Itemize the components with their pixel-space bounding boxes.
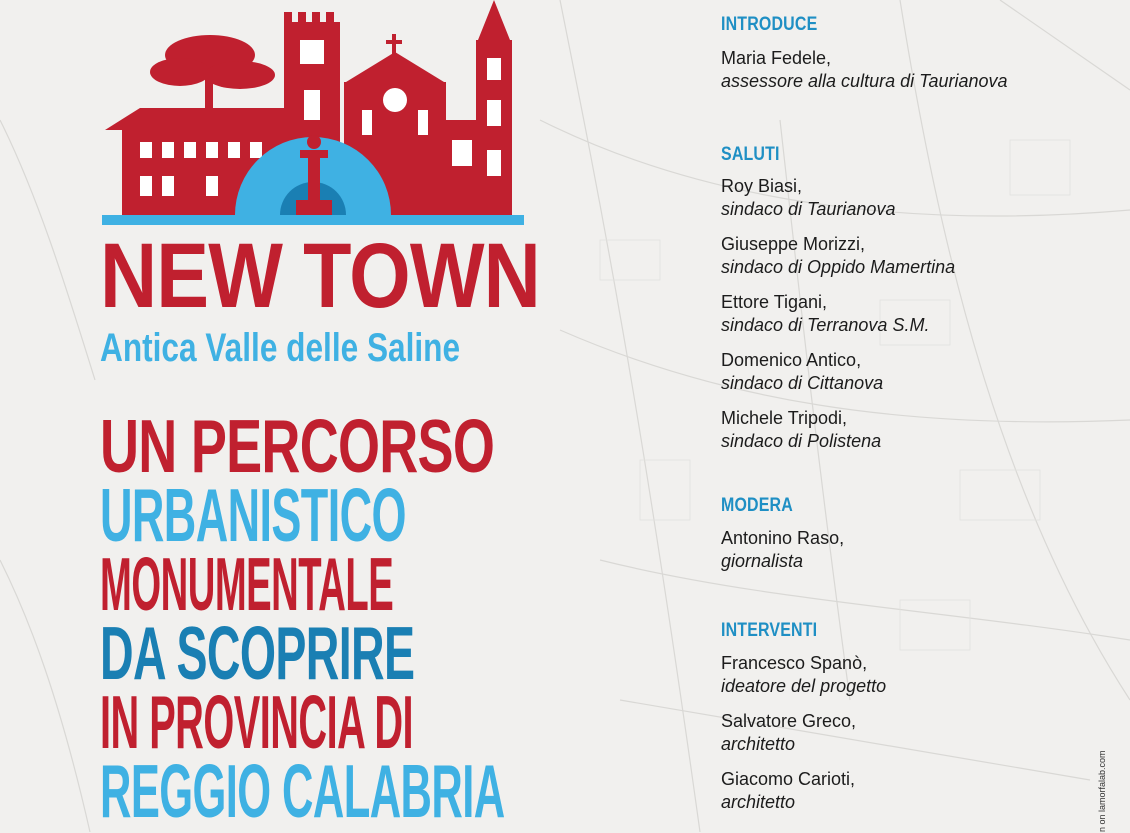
section-heading-saluti: SALUTI bbox=[721, 144, 780, 165]
speaker-entry bbox=[721, 175, 1081, 221]
headline bbox=[100, 404, 526, 833]
speaker-role: ideatore del progetto bbox=[721, 676, 887, 696]
speaker-name: Giacomo Carioti, bbox=[721, 769, 856, 789]
speaker-name: Francesco Spanò, bbox=[721, 653, 868, 673]
speaker-name: Domenico Antico, bbox=[721, 350, 862, 370]
speaker-entry bbox=[721, 710, 1081, 756]
speaker-entry bbox=[721, 349, 1081, 395]
speaker-name: Ettore Tigani, bbox=[721, 292, 828, 312]
speaker-name: Antonino Raso, bbox=[721, 528, 845, 548]
speaker-entry bbox=[721, 47, 1081, 93]
speaker-role: sindaco di Oppido Mamertina bbox=[721, 257, 956, 277]
headline-line: REGGIO CALABRIA bbox=[100, 749, 505, 833]
event-title: NEW TOWN bbox=[100, 225, 540, 327]
section-heading-modera: MODERA bbox=[721, 495, 793, 516]
speaker-name: Roy Biasi, bbox=[721, 176, 803, 196]
headline-line: DA SCOPRIRE bbox=[100, 611, 415, 695]
speaker-entry bbox=[721, 407, 1081, 453]
headline-line: UN PERCORSO bbox=[100, 404, 495, 488]
speaker-role: architetto bbox=[721, 792, 796, 812]
speaker-name: Salvatore Greco, bbox=[721, 711, 857, 731]
town-skyline-logo bbox=[100, 0, 526, 230]
event-subtitle: Antica Valle delle Saline bbox=[100, 326, 461, 370]
speaker-name: Maria Fedele, bbox=[721, 48, 832, 68]
speaker-entry bbox=[721, 768, 1081, 814]
headline-line: MONUMENTALE bbox=[100, 542, 394, 626]
headline-line: URBANISTICO bbox=[100, 473, 406, 557]
speaker-entry bbox=[721, 527, 1081, 573]
section-heading-introduce: INTRODUCE bbox=[721, 14, 818, 35]
speaker-role: sindaco di Terranova S.M. bbox=[721, 315, 930, 335]
speaker-entry bbox=[721, 291, 1081, 337]
speaker-role: giornalista bbox=[721, 551, 804, 571]
speaker-entry bbox=[721, 652, 1081, 698]
speaker-entry bbox=[721, 233, 1081, 279]
speaker-name: Michele Tripodi, bbox=[721, 408, 848, 428]
headline-line: IN PROVINCIA DI bbox=[100, 680, 414, 764]
section-heading-interventi: INTERVENTI bbox=[721, 620, 818, 641]
speaker-role: sindaco di Polistena bbox=[721, 431, 882, 451]
speaker-name: Giuseppe Morizzi, bbox=[721, 234, 866, 254]
credit-text: n on lamorfalab.com bbox=[1097, 750, 1107, 832]
speaker-role: architetto bbox=[721, 734, 796, 754]
speaker-role: sindaco di Taurianova bbox=[721, 199, 896, 219]
speaker-role: assessore alla cultura di Taurianova bbox=[721, 71, 1008, 91]
tree-icon bbox=[150, 35, 275, 115]
speaker-role: sindaco di Cittanova bbox=[721, 373, 884, 393]
